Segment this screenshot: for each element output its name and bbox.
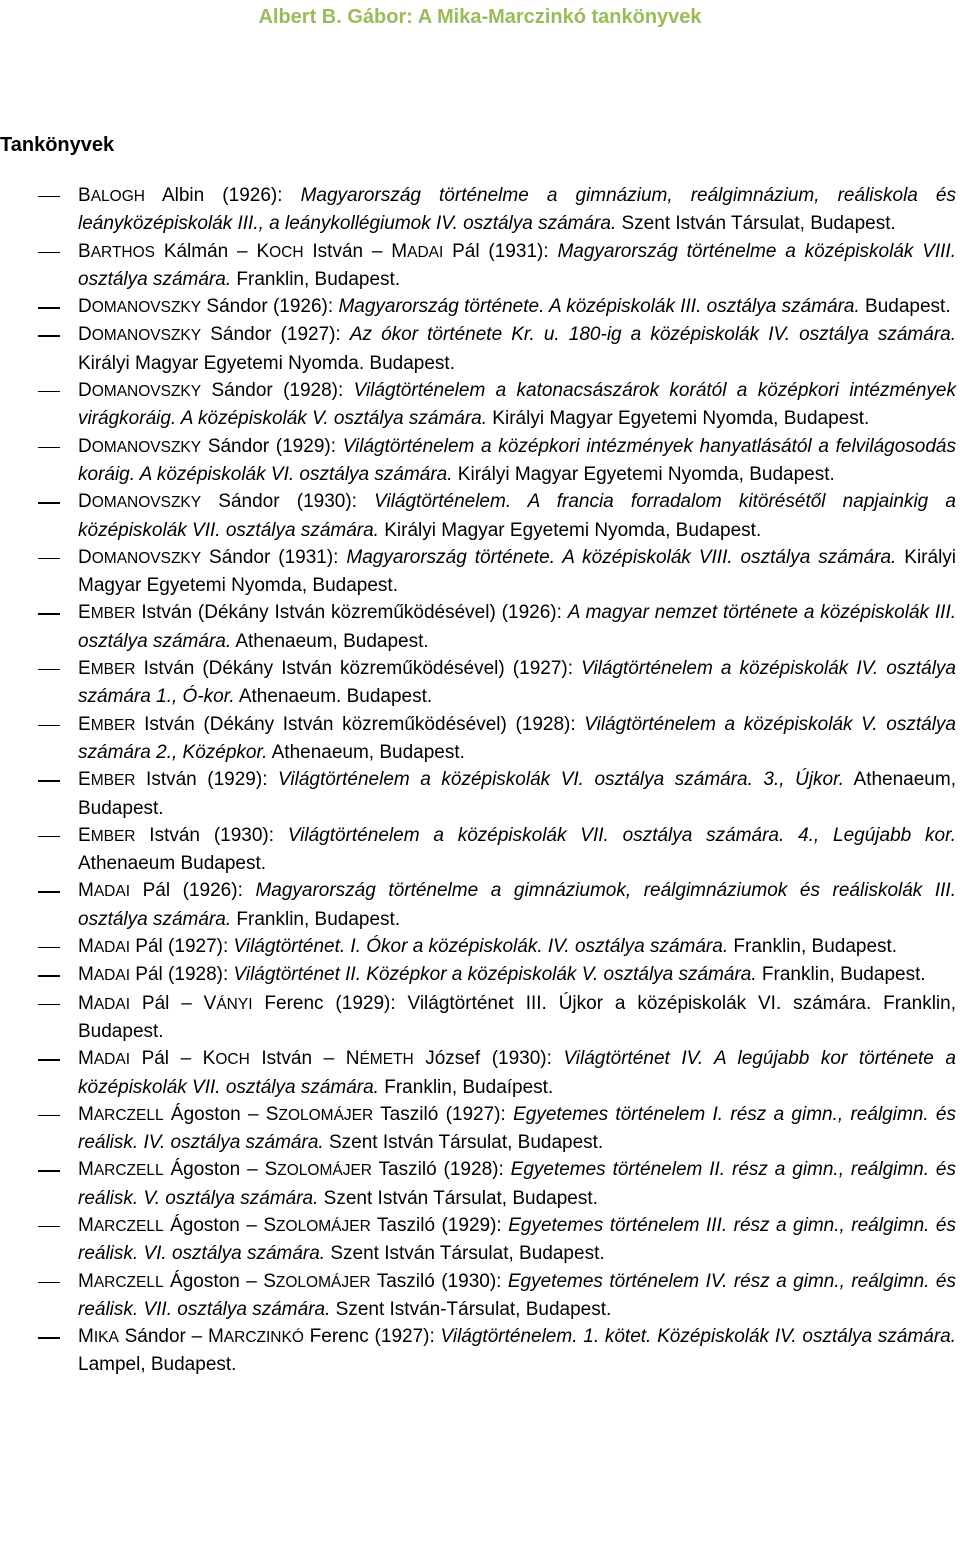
author-text: István – M: [303, 240, 408, 262]
author-smallcaps: MBER: [90, 827, 136, 845]
author-text: B: [78, 185, 91, 206]
entry-publisher: Franklin, Budapest.: [231, 908, 401, 930]
entry-year: (1927):: [438, 1103, 514, 1125]
entry-title: Világtörténelem a középkori intézmények hanyatlásától a felvilágosodás koráig. A középiskolák VI. osztálya számára.: [78, 435, 957, 485]
entry-publisher: Királyi Magyar Egyetemi Nyomda, Budapest.: [378, 519, 762, 541]
entry-author: [78, 185, 204, 206]
entry-author: [78, 296, 268, 317]
entry-publisher: Athenaeum Budapest.: [78, 853, 267, 875]
author-text: M: [78, 1048, 94, 1070]
entry-author: [78, 993, 324, 1014]
entry-title: Világtörténelem a középiskolák V. osztálya számára 2., Középkor.: [78, 713, 956, 763]
entry-author: [78, 1159, 437, 1180]
author-text: Tasziló: [372, 1159, 437, 1181]
author-text: Pál – K: [130, 1048, 216, 1070]
entry-author: [78, 714, 507, 735]
author-text: M: [78, 880, 94, 902]
entry-publisher: Lampel, Budapest.: [78, 1354, 237, 1376]
author-text: Pál: [130, 964, 163, 986]
author-text: E: [78, 769, 91, 791]
author-smallcaps: OMANOVSZKY: [91, 549, 202, 567]
entry-year: (1929):: [269, 435, 343, 457]
author-text: Tasziló: [370, 1214, 436, 1236]
entry-year: (1930):: [200, 824, 288, 846]
author-smallcaps: MBER: [90, 716, 136, 734]
entry-year: (1927):: [271, 324, 350, 346]
entry-title: Magyarország története. A középiskolák III. osztálya számára.: [338, 296, 860, 318]
author-text: István (Dékány István közreműködésével): [135, 713, 507, 735]
bibliography-entry: [0, 1045, 956, 1101]
entry-author: [78, 825, 200, 846]
author-smallcaps: ÉMETH: [359, 1051, 414, 1069]
author-smallcaps: OCH: [215, 1051, 250, 1069]
entry-year: (1926):: [267, 296, 339, 318]
author-text: Tasziló: [370, 1270, 435, 1292]
author-smallcaps: MBER: [90, 605, 136, 623]
entry-author: [78, 658, 505, 679]
author-smallcaps: ZOLOMÁJER: [278, 1106, 374, 1124]
author-text: Pál – V: [130, 992, 217, 1014]
author-text: M: [78, 1214, 94, 1236]
entry-year: (1928):: [506, 713, 585, 735]
bibliography-entry: [0, 377, 956, 433]
author-text: Albin: [144, 185, 205, 206]
entry-author: [78, 936, 163, 957]
author-smallcaps: OCH: [269, 243, 304, 261]
bibliography-entry: [0, 293, 956, 321]
bibliography-entry: [0, 1268, 956, 1324]
entry-year: (1930):: [279, 491, 375, 513]
author-text: E: [78, 824, 91, 846]
author-text: Pál: [443, 240, 480, 262]
bibliography-entry: [0, 655, 956, 711]
author-text: D: [78, 324, 92, 346]
entry-title: Világtörténelem. A francia forradalom kitörésétől napjainkig a középiskolák VII. osztálya számára.: [78, 491, 956, 541]
author-smallcaps: OMANOVSZKY: [91, 494, 202, 512]
bibliography-entry: [0, 961, 956, 989]
entry-publisher: Királyi Magyar Egyetemi Nyomda, Budapest.: [487, 408, 870, 430]
author-text: Kálmán – K: [155, 240, 270, 262]
author-text: István – N: [249, 1048, 360, 1070]
author-text: M: [78, 1326, 94, 1348]
entry-author: [78, 1048, 480, 1069]
author-text: Sándor: [201, 491, 280, 513]
author-text: E: [78, 658, 91, 680]
author-smallcaps: OMANOVSZKY: [91, 438, 202, 456]
author-text: Ferenc: [303, 1326, 369, 1348]
entry-publisher: Világtörténet III. Újkor a középiskolák VI. számára. Franklin, Budapest.: [78, 992, 956, 1042]
author-smallcaps: ADAI: [93, 883, 131, 901]
entry-year: (1927):: [368, 1326, 441, 1348]
entry-year: (1930):: [480, 1048, 564, 1070]
author-smallcaps: ARCZELL: [93, 1162, 164, 1180]
entry-publisher: Szent István Társulat, Budapest.: [325, 1243, 605, 1265]
page-header: Albert B. Gábor: A Mika-Marczinkó tankönyvek: [258, 6, 702, 28]
section-title: Tankönyvek: [0, 134, 115, 156]
bibliography-entry: [0, 544, 956, 600]
entry-author: [78, 1104, 438, 1125]
author-text: E: [78, 602, 91, 624]
author-smallcaps: ALOGH: [90, 188, 145, 205]
author-smallcaps: OMANOVSZKY: [91, 299, 202, 317]
author-text: Sándor: [201, 380, 273, 402]
entry-year: (1927):: [504, 658, 582, 680]
author-text: István (Dékány István közreműködésével): [135, 602, 496, 624]
entry-title: Egyetemes történelem III. rész a gimn., reálgimn. és reálisk. VI. osztálya számára.: [78, 1214, 956, 1265]
bibliography-entry: [0, 990, 956, 1046]
author-text: D: [78, 296, 92, 318]
entry-title: Világtörténelem a katonacsászárok korától a középkori intézmények virágkoráig. A középiskolák V. osztálya számára.: [78, 380, 957, 430]
author-smallcaps: ARCZELL: [93, 1106, 164, 1124]
author-text: József: [413, 1048, 481, 1070]
entry-author: [78, 769, 197, 790]
entry-year: (1928):: [162, 964, 234, 986]
entry-publisher: Athenaeum, Budapest.: [231, 630, 429, 652]
entry-title: Egyetemes történelem IV. rész a gimn., reálgimn. és reálisk. VII. osztálya számára.: [78, 1270, 956, 1320]
author-smallcaps: ARCZELL: [93, 1217, 164, 1235]
author-smallcaps: OMANOVSZKY: [91, 383, 202, 401]
author-text: M: [78, 964, 94, 986]
bibliography-list: [0, 182, 956, 1379]
entry-author: [78, 880, 170, 901]
author-smallcaps: MBER: [90, 772, 136, 790]
entry-title: Világtörténelem a középiskolák VII. osztálya számára. 4., Legújabb kor.: [287, 824, 957, 846]
bibliography-entry: [0, 321, 956, 377]
entry-author: [78, 241, 480, 262]
author-smallcaps: ADAI: [93, 995, 131, 1013]
bibliography-entry: [0, 1212, 956, 1268]
author-smallcaps: ZOLOMÁJER: [275, 1273, 371, 1291]
author-text: Ferenc: [252, 992, 324, 1014]
author-text: E: [78, 713, 91, 735]
bibliography-entry: [0, 182, 956, 238]
author-smallcaps: ADAI: [93, 1051, 131, 1069]
entry-publisher: Királyi Magyar Egyetemi Nyomda, Budapest.: [452, 463, 835, 485]
entry-title: Világtörténelem a középiskolák IV. osztálya számára 1., Ó-kor.: [78, 658, 957, 708]
entry-year: (1931):: [270, 546, 347, 568]
entry-publisher: Királyi Magyar Egyetemi Nyomda, Budapest.: [78, 546, 957, 597]
entry-publisher: Királyi Magyar Egyetemi Nyomda. Budapest.: [78, 352, 455, 374]
author-text: István: [135, 769, 197, 791]
author-text: D: [78, 546, 92, 568]
entry-title: Az ókor története Kr. u. 180-ig a középiskolák IV. osztálya számára.: [349, 324, 957, 346]
bibliography-entry: [0, 877, 956, 933]
author-text: István (Dékány István közreműködésével): [135, 658, 505, 680]
entry-publisher: Franklin, Budapest.: [756, 964, 926, 986]
author-text: M: [78, 992, 94, 1014]
entry-author: [78, 964, 163, 985]
entry-author: [78, 1326, 369, 1347]
author-text: Pál: [130, 880, 171, 902]
bibliography-entry: [0, 766, 956, 822]
author-text: Ágoston – S: [163, 1159, 278, 1181]
entry-year: (1926):: [495, 602, 568, 624]
entry-author: [78, 602, 496, 623]
bibliography-entry: [0, 1156, 956, 1212]
entry-year: (1930):: [434, 1270, 508, 1292]
author-text: Ágoston – S: [163, 1270, 276, 1292]
author-text: D: [78, 435, 92, 457]
author-text: Sándor – M: [118, 1326, 224, 1348]
author-smallcaps: ADAI: [93, 967, 131, 985]
entry-title: Világtörténet. I. Ókor a középiskolák. IV. osztálya számára.: [233, 936, 729, 958]
entry-title: Magyarország történelme a gimnázium, reálgimnázium, reáliskola és leányközépiskolák III., a leánykollégiumok IV. osztálya számára.: [78, 185, 957, 235]
author-smallcaps: ADAI: [93, 939, 131, 957]
entry-author: [78, 380, 273, 401]
entry-publisher: Szent István-Társulat, Budapest.: [330, 1298, 612, 1320]
entry-publisher: Franklin, Budaípest.: [378, 1076, 554, 1098]
author-text: D: [78, 491, 92, 513]
bibliography-entry: [0, 238, 956, 294]
entry-year: (1926):: [204, 185, 301, 206]
author-text: B: [78, 240, 91, 262]
entry-author: [78, 436, 269, 457]
entry-author: [78, 324, 271, 345]
bibliography-entry: [0, 933, 956, 961]
bibliography-entry: [0, 1323, 956, 1379]
entry-publisher: Franklin, Budapest.: [728, 936, 898, 958]
entry-title: A magyar nemzet története a középiskolák III. osztálya számára.: [78, 602, 957, 652]
author-smallcaps: MBER: [90, 661, 136, 679]
bibliography-entry: [0, 599, 956, 655]
entry-publisher: Szent István Társulat, Budapest.: [323, 1132, 604, 1154]
author-smallcaps: ÁNYI: [216, 995, 253, 1013]
bibliography-entry: [0, 1101, 956, 1157]
author-smallcaps: ZOLOMÁJER: [277, 1162, 372, 1180]
entry-publisher: Athenaeum, Budapest.: [78, 769, 956, 819]
entry-publisher: Franklin, Budapest.: [231, 268, 401, 290]
entry-year: (1926):: [170, 880, 256, 902]
entry-author: [78, 1271, 435, 1292]
author-text: M: [78, 1159, 94, 1181]
author-text: M: [78, 1103, 94, 1125]
entry-title: Magyarország történelme a középiskolák VIII. osztálya számára.: [78, 240, 956, 290]
author-smallcaps: ZOLOMÁJER: [276, 1217, 371, 1235]
bibliography-entry: [0, 433, 956, 489]
entry-year: (1929):: [196, 769, 279, 791]
entry-title: Világtörténet IV. A legújabb kor története a középiskolák VII. osztálya számára.: [78, 1048, 956, 1098]
author-smallcaps: ARTHOS: [90, 243, 155, 261]
entry-publisher: Athenaeum, Budapest.: [267, 741, 465, 763]
entry-publisher: Szent István Társulat, Budapest.: [616, 213, 896, 235]
author-text: Sándor: [201, 296, 268, 318]
bibliography-entry: [0, 711, 956, 767]
author-smallcaps: ARCZELL: [93, 1273, 164, 1291]
entry-title: Magyarország történelme a gimnáziumok, reálgimnáziumok és reáliskolák III. osztálya számára.: [78, 880, 956, 930]
author-smallcaps: ADAI: [407, 243, 444, 261]
author-smallcaps: IKA: [93, 1329, 119, 1347]
entry-publisher: Szent István Társulat, Budapest.: [318, 1187, 598, 1209]
entry-author: [78, 491, 280, 512]
author-text: Tasziló: [373, 1103, 439, 1125]
entry-title: Egyetemes történelem II. rész a gimn., reálgimn. és reálisk. V. osztálya számára.: [78, 1159, 956, 1209]
entry-title: Világtörténelem a középiskolák VI. osztálya számára. 3., Újkor.: [278, 769, 845, 791]
entry-title: Magyarország története. A középiskolák VIII. osztálya számára.: [346, 546, 897, 568]
entry-publisher: Budapest.: [859, 296, 951, 318]
entry-year: (1927):: [162, 936, 234, 958]
author-text: István: [135, 824, 200, 846]
entry-title: Világtörténelem. 1. kötet. Középiskolák IV. osztálya számára.: [440, 1326, 957, 1348]
author-text: Sándor: [201, 435, 270, 457]
bibliography-entry: [0, 488, 956, 544]
author-text: Ágoston – S: [163, 1214, 277, 1236]
author-text: M: [78, 936, 94, 958]
author-smallcaps: OMANOVSZKY: [91, 327, 202, 345]
entry-year: (1928):: [272, 380, 354, 402]
entry-author: [78, 1215, 435, 1236]
entry-year: (1928):: [436, 1159, 511, 1181]
entry-title: Egyetemes történelem I. rész a gimn., reálgimn. és reálisk. IV. osztálya számára.: [78, 1103, 956, 1154]
bibliography-entry: [0, 822, 956, 878]
author-text: Ágoston – S: [163, 1103, 279, 1125]
entry-year: (1929):: [435, 1214, 509, 1236]
entry-year: (1929):: [323, 992, 408, 1014]
author-text: Pál: [130, 936, 163, 958]
entry-publisher: Athenaeum. Budapest.: [234, 686, 433, 708]
entry-year: (1931):: [479, 240, 558, 262]
author-text: Sándor: [201, 324, 272, 346]
entry-author: [78, 547, 270, 568]
author-smallcaps: ARCZINKÓ: [223, 1329, 304, 1347]
author-text: Sándor: [201, 546, 271, 568]
author-text: D: [78, 380, 92, 402]
author-text: M: [78, 1270, 94, 1292]
entry-title: Világtörténet II. Középkor a középiskolák V. osztálya számára.: [233, 964, 757, 986]
